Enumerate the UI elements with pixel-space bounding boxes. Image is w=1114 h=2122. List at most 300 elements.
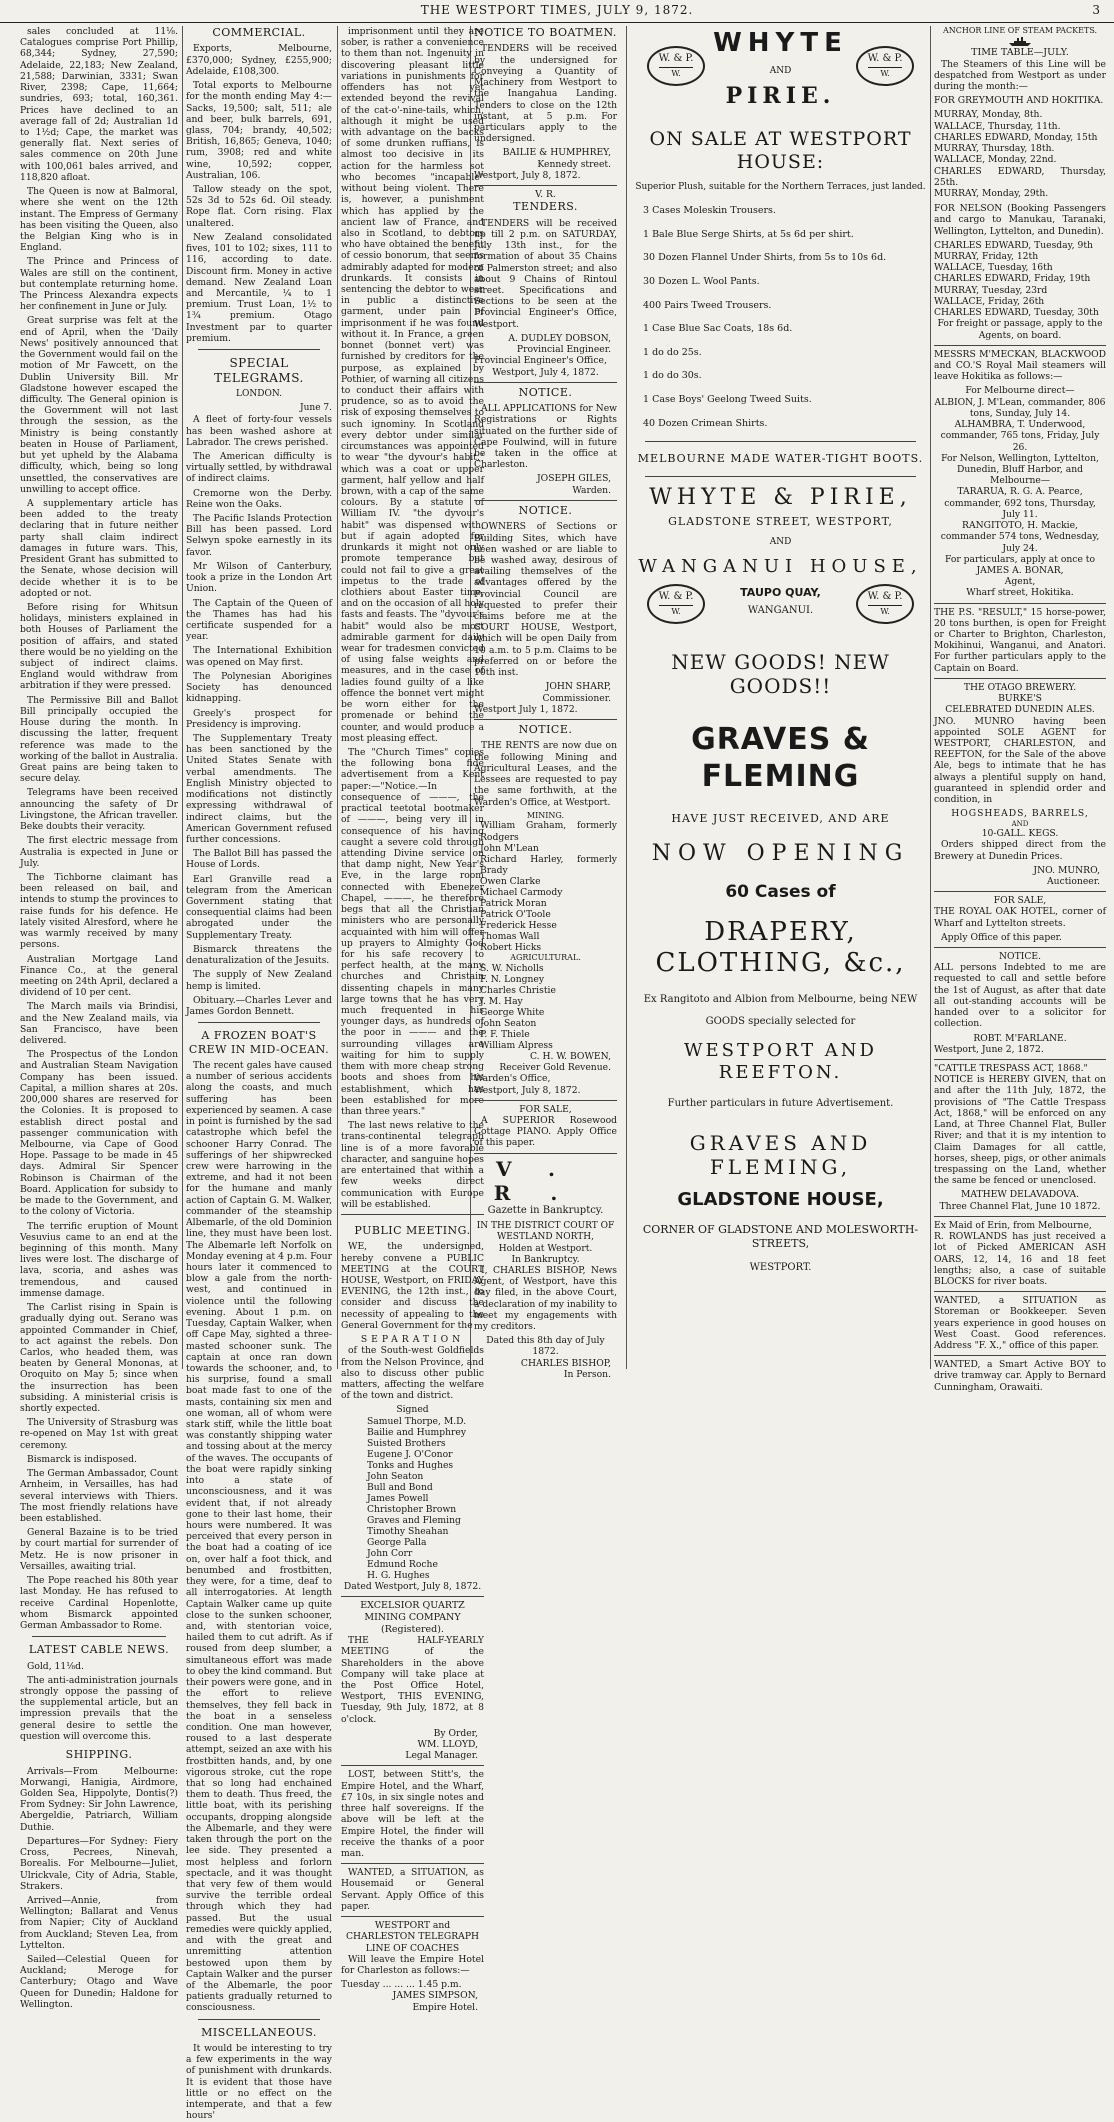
news-paragraph: The Permissive Bill and Ballot Bill principally occupied the House during the month. In discussing the latter, frequent reference was made to the working of the ballot in Australia. Great pains are being taken to secure delay. bbox=[20, 694, 178, 785]
notice3-sig: Receiver Gold Revenue. bbox=[499, 1062, 611, 1074]
divider bbox=[198, 1022, 320, 1023]
column-rule bbox=[182, 26, 183, 1369]
divider bbox=[645, 441, 916, 442]
court-sub2: In Bankruptcy. bbox=[511, 1253, 580, 1265]
cable-paragraphs bbox=[20, 1661, 178, 1743]
gazette-vr: V. R. bbox=[493, 1156, 598, 1205]
steamer-icon-svg bbox=[1008, 36, 1032, 46]
wp-badge-left bbox=[647, 46, 705, 86]
badge-letters: W. & P. bbox=[658, 590, 694, 602]
wanganui-block bbox=[633, 578, 928, 630]
signed-label: Signed bbox=[396, 1404, 429, 1416]
blackwood-line: ALHAMBRA, T. Underwood, commander, 765 tons, Friday, July 26. bbox=[940, 419, 1100, 453]
cattle-heading: "CATTLE TRESPASS ACT, 1868." bbox=[934, 1063, 1088, 1075]
commercial-paragraphs bbox=[186, 43, 332, 344]
mining-heading: EXCELSIOR QUARTZ MINING COMPANY (Registered). bbox=[360, 1600, 465, 1635]
meeting-date: Dated Westport, July 8, 1872. bbox=[343, 1581, 482, 1593]
nelson-schedule bbox=[934, 240, 1106, 319]
blackwood-ad bbox=[934, 345, 1106, 599]
freight-line: For freight or passage, apply to the Agents, on board. bbox=[937, 318, 1103, 341]
and-small: AND bbox=[1011, 819, 1029, 828]
continued-paragraph: The "Church Times" copies the following bona fide advertisement from a Kent paper:—"Notice.—In consequence of ———, the practical teetotal bootmaker of ———, being very ill in consequence of his having caught a severe cold through attending Divine service on that damp night, New Year's Eve, in the large room connected with Ebenezer Chapel, ———, he therefore begs that all the Christian ministers who are personally acquainted with him will offer up prayers to Almighty God for his safe recovery to perfect health, at the many churches and Christain dissenting chapels in many large towns that he has very much frequented in his younger days, as hundreds of the poor in ——— and the surrounding villages are waiting for him to supply them with more cheap strong boots and shoes from his establishment, which has been established for more than three years." bbox=[341, 747, 484, 1117]
notice-date: Westport, June 2, 1872. bbox=[934, 1043, 1044, 1055]
agri-lessee: F. N. Longney bbox=[480, 973, 545, 985]
badge-letters: W. & P. bbox=[867, 53, 903, 64]
news-paragraph: Australian Mortgage Land Finance Co., at the general meeting on 24th April, declared a dividend of 10 per cent. bbox=[20, 953, 178, 999]
boatmen-sig: Kennedy street. bbox=[537, 158, 611, 170]
london-paragraph: The American difficulty is virtually settled, by withdrawal of indirect claims. bbox=[186, 450, 332, 485]
blackwood-line: RANGITOTO, H. Mackie, commander 574 tons, Wednesday, July 24. bbox=[940, 520, 1100, 554]
news-paragraph: The German Ambassador, Count Arnheim, in Versailles, has had several interviews with Thiers. The most friendly relations have been established. bbox=[20, 1468, 178, 1524]
shipping-paragraph: Arrived—Annie, from Wellington; Ballarat and Venus from Napier; City of Auckland from Auckland; Steven Lea, from Lyttelton. bbox=[20, 1894, 178, 1951]
column-rule bbox=[930, 26, 931, 1369]
on-sale-heading: ON SALE AT WESTPORT HOUSE: bbox=[649, 128, 912, 174]
notice2-sig: Commissioner. bbox=[542, 692, 611, 704]
wanted-ad-1 bbox=[934, 1291, 1106, 1351]
mining-lessee: Richard Harley, formerly Brady bbox=[480, 853, 617, 876]
news-paragraph: The Carlist rising in Spain is gradually dying out. Serano was appointed Commander in Chief, to act against the rebels. Don Carlos, who headed them, was beaten by General Mononas, at Oroquito on May 5; since when the insurrection has been subsiding. A ministerial crisis is shortly expected. bbox=[20, 1302, 178, 1415]
agri-lessee: William Alpress bbox=[480, 1039, 553, 1051]
nelson-sailing: CHARLES EDWARD, Friday, 19th bbox=[934, 273, 1091, 285]
shipping-heading: SHIPPING. bbox=[65, 1748, 133, 1762]
kegs: 10-GALL. KEGS. bbox=[981, 828, 1059, 840]
oak-sale-ad bbox=[934, 891, 1106, 943]
blackwood-line: JAMES A. BONAR, bbox=[976, 564, 1064, 576]
divider bbox=[645, 476, 916, 477]
stock-item: 1 do do 25s. bbox=[643, 346, 702, 358]
badge-letters: W. & P. bbox=[658, 53, 694, 64]
sixty-cases: 60 Cases of bbox=[725, 881, 836, 902]
mining-lessee: Michael Carmody bbox=[480, 886, 563, 898]
further-particulars: Further particulars in future Advertisement. bbox=[667, 1098, 894, 1110]
meeting-text: WE, the undersigned, hereby convene a PUBLIC MEETING at the COURT HOUSE, Westport, on FRIDAY EVENING, the 12th inst., to consider and discuss the necessity of appealing to the General Government for the bbox=[341, 1241, 484, 1331]
divider bbox=[198, 2019, 320, 2020]
westport-reefton: WESTPORT AND REEFTON. bbox=[684, 1040, 877, 1084]
badge-sub: W. bbox=[868, 67, 902, 80]
stock-item: 1 do do 30s. bbox=[643, 370, 702, 382]
greymouth-sailing: CHARLES EDWARD, Thursday, 25th. bbox=[934, 165, 1106, 188]
column-5 bbox=[633, 26, 928, 1369]
notice2-sig: JOHN SHARP, bbox=[545, 681, 611, 693]
court-heading: IN THE DISTRICT COURT OF WESTLAND NORTH, bbox=[476, 1220, 615, 1242]
shipping-paragraph: Departures—For Sydney: Fiery Cross, Pecrees, Ninevah, Borealis. For Melbourne—Juliet, Ulrickvale, City of Adria, Stable, Strakers. bbox=[20, 1835, 178, 1892]
london-paragraph: The Ballot Bill has passed the House of Lords. bbox=[186, 848, 332, 871]
tenders-ad bbox=[474, 185, 617, 378]
rowlands-ad bbox=[934, 1216, 1106, 1287]
coach-text: Will leave the Empire Hotel for Charleston as follows:— bbox=[341, 1953, 484, 1976]
stock-item: 400 Pairs Tweed Trousers. bbox=[643, 299, 772, 311]
court-text: I, CHARLES BISHOP, News Agent, of Westport, have this day filed, in the above Court, a declaration of my inability to meet my engagements with my creditors. bbox=[474, 1264, 617, 1333]
graves-fleming-title: GRAVES & FLEMING bbox=[691, 722, 870, 795]
wanganui-house: WANGANUI HOUSE, bbox=[638, 555, 923, 577]
london-heading: LONDON. bbox=[236, 389, 282, 400]
notice-heading: NOTICE. bbox=[999, 951, 1041, 963]
stock-item: 1 Case Blue Sac Coats, 18s 6d. bbox=[643, 323, 793, 335]
cable-paragraph: The anti-administration journals strongly oppose the passing of the supplemental article, but an impression prevails that the general desire to settle the question will overcome this. bbox=[20, 1674, 178, 1742]
frozen-paragraph: The recent gales have caused a number of serious accidents along the coasts, and much suffering has been experienced by seamen. A case in point is furnished by the sad catastrophe which befel the schooner Harry Conrad. The sufferings of her shipwrecked crew were harrowing in the extreme, and had it not been for the humane and manly action of Captain G. M. Walker, commander of the steamship Albemarle, of the old Dominion line, they must have been lost. The Albemarle left Norfolk on Monday evening at 4 p.m. Four hours later it commenced to blow a gale from the north-west, and continued in violence until the following evening. About 1 p.m. on Tuesday, Captain Walker, when off Cape May, sighted a three-masted schooner sunk. The captain at once ran down towards the schooner, and, to his surprise, found a small boat made fast to one of the masts, containing six men and one woman, all of whom were stark stiff, while the little boat was constantly shipping water and tossing about at the mercy of the waves. The occupants of the boat were rapidly sinking into a state of unconsciousness, and it was evident that, if not already gone to their last home, their hours were numbered. It was perceived that every person in the boat had a coating of ice on, over half a foot thick, and benumbed and frostbitten, they were, for a time, deaf to all interrogatories. At length Captain Walker came up quite close to the sunken schooner, and, with stentorian voice, hailed them to cut adrift. As if roused from deep slumber, a simultaneous effort was made to obey the kind command. But their powers were gone, and in the effort to relieve themselves, they fell back in the boat in a senseless condition. One man however, roused to a last desperate attempt, seized an axe with his frostbitten hands, and, by one vigorous stroke, cut the rope that so long had enchained them to death. Thus freed, the little boat, with its perishing occupants, dropping alongside the Albemarle, and they were taken through the port on the lee side. They presented a most helpless and forlorn spectacle, and it was thought that very few of them would survive the terrible ordeal through which they had passed. But the usual remedies were quickly applied, and with the great and unremitting attention bestowed upon them by Captain Walker and the purser of the Albemarle, the poor patients gradually returned to consciousness. bbox=[186, 1060, 332, 2014]
notice2-text: OWNERS of Sections or Building Sites, which have been washed or are liable to be washed away, desirous of availing themselves of the advantages offered by the Provincial Council are requested to prefer their claims before me at the COURT HOUSE, Westport, which will be open Daily from 10 a.m. to 5 p.m. Claims to be preferred on or before the 10th inst. bbox=[474, 521, 617, 679]
badge-sub: W. bbox=[868, 605, 902, 618]
greymouth-sailing: MURRAY, Monday, 8th. bbox=[934, 109, 1043, 121]
london-paragraph: The Captain of the Queen of the Thames has had his certificate suspended for a year. bbox=[186, 597, 332, 643]
gladstone-house: GLADSTONE HOUSE, bbox=[677, 1189, 884, 1211]
mcfarlane-notice bbox=[934, 947, 1106, 1055]
graves-fleming-name: GRAVES AND FLEMING, bbox=[689, 1130, 872, 1179]
london-date: June 7. bbox=[300, 403, 332, 414]
nelson-sailing: CHARLES EDWARD, Tuesday, 9th bbox=[934, 239, 1093, 251]
signatory: George Palla bbox=[367, 1537, 427, 1548]
separation-word: SEPARATION bbox=[360, 1334, 465, 1346]
signatory: Suisted Brothers bbox=[367, 1437, 446, 1449]
signatory: Graves and Fleming bbox=[367, 1514, 461, 1526]
blackwood-line: For particulars, apply at once to bbox=[944, 553, 1096, 565]
wp-badge-right bbox=[856, 46, 914, 86]
commercial-paragraph: New Zealand consolidated fives, 101 to 102; sixes, 111 to 116, according to date. Discount firm. Money in active demand. New Zealand Loan and Mercantile, ¼ to 1 premium. Trust Loan, 1½ to 1¾ premium. Otago Investment par to quarter premium. bbox=[186, 231, 332, 344]
signatory: Eugene J. O'Conor bbox=[367, 1448, 453, 1460]
result-ad bbox=[934, 603, 1106, 674]
wp-badge-left-2 bbox=[647, 584, 705, 624]
masthead bbox=[0, 0, 1114, 23]
cable-heading: LATEST CABLE NEWS. bbox=[28, 1643, 170, 1657]
news-paragraph: The terrific eruption of Mount Vesuvius came to an end at the beginning of this month. Many lives were lost. The discharge of lava, scoria, and ashes was tremendous, and caused immense damage. bbox=[20, 1220, 178, 1299]
london-paragraph: The Pacific Islands Protection Bill has been passed. Lord Selwyn spoke earnestly in its favor. bbox=[186, 513, 332, 558]
misc-paragraphs bbox=[186, 2043, 332, 2122]
steamer-icon bbox=[934, 36, 1106, 47]
london-paragraph: A fleet of forty-four vessels has been washed ashore at Labrador. The crews perished. bbox=[186, 414, 332, 448]
boatmen-sig: BAILIE & HUMPHREY, bbox=[502, 147, 611, 159]
stock-item: 40 Dozen Crimean Shirts. bbox=[643, 417, 768, 429]
rowlands-text: R. ROWLANDS has just received a lot of Picked AMERICAN ASH OARS, 12, 14, 16 and 18 feet lengths; also, a case of suitable BLOCKS for river boats. bbox=[934, 1231, 1106, 1287]
news-paragraph: Before rising for Whitsun holidays, ministers explained in both Houses of Parliament the position of affairs, and stated there would be no yielding on the subject of indirect claims. England would withdraw from arbitration if they were pressed. bbox=[20, 601, 178, 692]
result-text: THE P.S. "RESULT," 15 horse-power, 20 tons burthen, is open for Freight or Charter to Brighton, Charleston, Mokihinui, Wanganui, and Anatori. For further particulars apply to the Captain on Board. bbox=[934, 606, 1106, 674]
greymouth-sailing: MURRAY, Monday, 29th. bbox=[934, 187, 1049, 199]
notice3-office: Warden's Office, bbox=[474, 1073, 551, 1085]
column-1 bbox=[20, 26, 178, 2010]
signatories-list bbox=[341, 1416, 484, 1581]
mining-lessee: Patrick Moran bbox=[480, 897, 547, 909]
court-sub: Holden at Westport. bbox=[498, 1242, 593, 1254]
pirie-title: PIRIE. bbox=[725, 82, 836, 109]
blackwood-line: Agent, bbox=[1004, 576, 1036, 588]
blackwood-line: ALBION, J. M'Lean, commander, 806 tons, Sunday, July 14. bbox=[934, 396, 1106, 419]
tenders-sig: Provincial Engineer. bbox=[516, 344, 611, 356]
signatory: Edmund Roche bbox=[367, 1559, 438, 1571]
greymouth-sailing: MURRAY, Thursday, 18th. bbox=[934, 143, 1055, 155]
continued-paragraph: imprisonment until they are sober, is rather a convenience to them than not. Ingenuity in discovering pleasant little variations in punishments for offenders has not yet extended beyond the revival of the cat-o'-nine-tails, which, although it might be used with advantage on the backs of some drunken ruffians, is almost too decisive in its action for the harmless sot who becomes "incapable" without being violent. There is, however, a punishment which has applied by the ancient law of France, and also in Scotland, to debtors who have obtained the benefit of cessio bonorum, that seems admirably adapted for modern drunkards. It consists in sentencing the debtor to wear in public a distinctive garment, under pain of imprisonment if he was found without it. In France, a green bonnet (bonnet vert) was furnished by creditors for the purpose, as explained by Pothier, of warning all citizens to conduct their affairs with prudence, so as to avoid the risk of exposing themselves to such ignominy. In Scotland every debtor under similar circumstances was appointed to wear "the dyvour's habit," which was a coat or upper garment, half yellow and half brown, with a cap of the same colours. By a statute of William IV. "the dyvour's habit" was dispensed with, but if again adopted for drunkards it might not only promote temperance but could not fail to give a great impetus to the trade of clothiers about Easter time, and on the occasion of all holy fasts and feasts. The "dyvour's habit" would also be most admirable garment for daily wear for tradesmen convicted of using false weights and measures, and in the case of ladies found guilty of a like offence the bonnet vert might be worn either for the promenade or behind the counter, and would produce a most pleasing effect. bbox=[341, 26, 484, 744]
mining-lessee: John M'Lean bbox=[480, 842, 539, 854]
court-date: Dated this 8th day of July 1872. bbox=[486, 1335, 605, 1358]
news-paragraph: Bismarck is indisposed. bbox=[27, 1453, 137, 1465]
news-paragraph: The March mails via Brindisi, and the New Zealand mails, via San Francisco, have been delivered. bbox=[20, 1001, 178, 1047]
agri-label: AGRICULTURAL. bbox=[510, 952, 581, 962]
agri-lessees bbox=[474, 963, 617, 1051]
shipping-paragraph: Sailed—Celestial Queen for Auckland; Meroge for Canterbury; Otago and Wave Queen for Dunedin; Haldone for Wellington. bbox=[20, 1954, 178, 2010]
signatory: Samuel Thorpe, M.D. bbox=[367, 1415, 467, 1427]
wanted-ad-2 bbox=[934, 1355, 1106, 1393]
munro-text: JNO. MUNRO having been appointed SOLE AGENT for WESTPORT, CHARLESTON, and REEFTON, for the Sale of the above Ale, begs to intimate that he has always a plentiful supply on hand, guaranteed in splendid order and condition, in bbox=[934, 715, 1106, 806]
stock-item: 1 Case Boys' Geelong Tweed Suits. bbox=[643, 393, 812, 405]
brewery-ad bbox=[934, 678, 1106, 887]
brewery-heading: THE OTAGO BREWERY. bbox=[963, 681, 1077, 693]
tenders-sig: A. DUDLEY DOBSON, bbox=[508, 332, 611, 344]
news-paragraph: The University of Strasburg was re-opened on May 1st with great ceremony. bbox=[20, 1417, 178, 1451]
column-rule bbox=[337, 26, 338, 1369]
coach-ad bbox=[341, 1916, 484, 2013]
stock-item: 1 Bale Blue Serge Shirts, at 5s 6d per shirt. bbox=[643, 228, 854, 240]
and-label-2: AND bbox=[769, 536, 792, 547]
badge-letters: W. & P. bbox=[867, 590, 903, 602]
blackwood-lines bbox=[934, 385, 1106, 598]
coach-sig: Empire Hotel. bbox=[412, 2001, 478, 2013]
continued-paragraph: The last news relative to the trans-continental telegraph line is of a more favorable character, and sanguine hopes are entertained that within a few weeks direct communication with Europe will be established. bbox=[341, 1120, 484, 1210]
whyte-title: WHYTE bbox=[713, 28, 848, 58]
stock-item: 3 Cases Moleskin Trousers. bbox=[643, 205, 776, 217]
have-received: HAVE JUST RECEIVED, AND ARE bbox=[671, 811, 890, 825]
new-goods-heading: NEW GOODS! NEW GOODS!! bbox=[671, 649, 890, 699]
boots-heading: MELBOURNE MADE WATER-TIGHT BOOTS. bbox=[637, 452, 924, 466]
bankruptcy-gazette bbox=[474, 1153, 617, 1381]
news-paragraph: The first electric message from Australia is expected in June or July. bbox=[20, 835, 178, 869]
blackwood-line: Wharf street, Hokitika. bbox=[966, 587, 1074, 599]
divider bbox=[32, 1636, 166, 1637]
frozen-paragraphs bbox=[186, 1060, 332, 2014]
tenders-date: Westport, July 4, 1872. bbox=[492, 366, 599, 378]
london-paragraphs bbox=[186, 414, 332, 1017]
london-paragraph: Earl Granville read a telegram from the American Government stating that consequential claims had been abrogated under the Supplementary Treaty. bbox=[186, 873, 332, 941]
notice-sig: ROBT. M'FARLANE. bbox=[973, 1032, 1067, 1044]
goods-selected: GOODS specially selected for bbox=[705, 1016, 856, 1028]
celebrated-ales: CELEBRATED DUNEDIN ALES. bbox=[945, 704, 1095, 716]
nelson-heading: FOR NELSON (Booking Passengers and cargo to Manukau, Taranaki, Wellington, Lyttelton, and Dunedin). bbox=[934, 203, 1106, 237]
agri-lessee: P. F. Thiele bbox=[480, 1028, 530, 1040]
nelson-sailing: WALLACE, Friday, 26th bbox=[934, 295, 1045, 307]
mining-sig: By Order, bbox=[433, 1727, 478, 1739]
greymouth-schedule bbox=[934, 109, 1106, 199]
special-telegrams-heading: SPECIAL TELEGRAMS. bbox=[214, 356, 304, 385]
stock-list bbox=[633, 205, 928, 429]
agri-lessee: J. M. Hay bbox=[480, 995, 523, 1007]
westport-line: WESTPORT. bbox=[749, 1262, 812, 1274]
column-4 bbox=[474, 26, 617, 1380]
coach-heading: WESTPORT and CHARLESTON TELEGRAPH LINE OF COACHES bbox=[345, 1920, 480, 1954]
public-meeting-ad bbox=[341, 1214, 484, 1592]
mining-company-ad bbox=[341, 1596, 484, 1761]
plush-line: Superior Plush, suitable for the Northern Terraces, just landed. bbox=[635, 182, 926, 193]
blackwood-line: For Nelson, Wellington, Lyttelton, Dunedin, Bluff Harbor, and Melbourne— bbox=[941, 452, 1099, 487]
cable-paragraph: Gold, 11⅛d. bbox=[27, 1660, 84, 1672]
news-paragraph: The Prospectus of the London and Australian Steam Navigation Company has been issued. Capital, a million shares at 20s. 200,000 shares are reserved for the Colonies. It is proposed to establish direct postal and passenger communication with Melbourne, via Cape of Good Hope. Passage to be made in 45 days. Admiral Sir Spencer Robinson is Chairman of the Board. Application for subsidy to be made to the Government, and to the colony of Victoria. bbox=[20, 1049, 178, 1218]
mining-lessee: Owen Clarke bbox=[480, 875, 541, 887]
london-paragraph: The International Exhibition was opened on May first. bbox=[186, 645, 332, 668]
shipping-paragraph: Arrivals—From Melbourne: Morwangi, Hanigia, Airdmore, Golden Sea, Hippolyte, Dontis(?) From Sydney: Sir John Lawrence, Abergeldie, Patriarch, William Duthie. bbox=[20, 1765, 178, 1833]
gladstone-street: GLADSTONE STREET, WESTPORT, bbox=[668, 515, 893, 529]
news-paragraph: Great surprise was felt at the end of April, when the 'Daily News' positively announced that the Government would fail on the motion of Mr Fawcett, on the Dublin University Bill. Mr Gladstone however escaped the difficulty. The General opinion is the Government will not last through the session, as the Ministry is being constantly beaten in House of Parliament, but yet upheld by the Alabama difficulty, which, being so long unsettled, the conservatives are unwilling to accept office. bbox=[20, 315, 178, 495]
erin-line: Ex Maid of Erin, from Melbourne, bbox=[934, 1219, 1092, 1231]
mining-label: MINING. bbox=[526, 810, 565, 820]
wanted-text: WANTED, a SITUATION, as Housemaid or General Servant. Apply Office of this paper. bbox=[341, 1867, 484, 1912]
boatmen-date: Westport, July 8, 1872. bbox=[474, 169, 581, 181]
court-sig: In Person. bbox=[563, 1368, 611, 1380]
column-rule bbox=[626, 26, 627, 1369]
wanganui-town: WANGANUI. bbox=[747, 605, 814, 617]
notice3-sig: C. H. W. BOWEN, bbox=[529, 1050, 611, 1062]
mining-lessee: Robert Hicks bbox=[480, 941, 542, 953]
mining-lessee: Patrick O'Toole bbox=[480, 908, 551, 920]
notice3-date: Westport, July 8, 1872. bbox=[474, 1084, 581, 1096]
london-paragraph: Cremorne won the Derby. Reine won the Oaks. bbox=[186, 487, 332, 510]
signatory: Bailie and Humphrey bbox=[367, 1426, 467, 1438]
commercial-heading: COMMERCIAL. bbox=[212, 26, 306, 39]
divider bbox=[198, 349, 320, 350]
agri-lessee: S. W. Nicholls bbox=[480, 962, 544, 974]
cattle-sig: MATHEW DELAVADOVA. bbox=[960, 1189, 1080, 1201]
oak-apply: Apply Office of this paper. bbox=[941, 931, 1062, 943]
news-paragraph: Telegrams have been received announcing the safety of Dr Livingstone, the African traveller. Beke doubts their veracity. bbox=[20, 787, 178, 833]
munro-sig: Auctioneer. bbox=[1047, 875, 1100, 887]
wanted2-text: WANTED, a Smart Active BOY to drive tramway car. Apply to Bernard Cunningham, Orawaiti. bbox=[934, 1359, 1106, 1393]
oak-sale-heading: FOR SALE, bbox=[993, 895, 1047, 907]
notice3-heading: NOTICE. bbox=[518, 723, 573, 736]
notice2-date: Westport July 1, 1872. bbox=[474, 703, 578, 715]
news-paragraph: The Prince and Princess of Wales are still on the continent, but contemplate returning home. The Princess Alexandra expects her confinement in June or July. bbox=[20, 256, 178, 313]
london-paragraph: Greely's prospect for Presidency is improving. bbox=[186, 707, 332, 730]
london-paragraph: Bismarck threatens the denaturalization of the Jesuits. bbox=[186, 943, 332, 967]
mining-lessee: Frederick Hesse bbox=[480, 919, 557, 931]
and-label: AND bbox=[769, 65, 792, 76]
shipping-paragraphs bbox=[20, 1766, 178, 2011]
cattle-date: Three Channel Flat, June 10 1872. bbox=[939, 1200, 1101, 1212]
stock-item: 30 Dozen Flannel Under Shirts, from 5s to 10s 6d. bbox=[643, 252, 887, 264]
sale-text: A SUPERIOR Rosewood Cottage PIANO. Apply Office of this paper. bbox=[474, 1114, 617, 1149]
badge-sub: W. bbox=[659, 605, 693, 618]
signatory: James Powell bbox=[367, 1492, 429, 1504]
boatmen-heading: NOTICE TO BOATMEN. bbox=[474, 26, 617, 39]
commercial-paragraph: Tallow steady on the spot, 52s 3d to 52s 6d. Oil steady. Rope flat. Corn rising. Flax unaltered. bbox=[186, 184, 332, 229]
commercial-paragraph: Exports, Melbourne, £370,000; Sydney, £255,900; Adelaide, £108,300. bbox=[186, 43, 332, 77]
notice-3 bbox=[474, 719, 617, 1096]
column-6 bbox=[934, 26, 1106, 1393]
misc-paragraph: It would be interesting to try a few experiments in the way of punishment with drunkards. It is evident that those have little or no effect on the intemperate, and that a few hours' bbox=[186, 2043, 332, 2122]
notice1-heading: NOTICE. bbox=[518, 385, 573, 399]
news-paragraphs bbox=[20, 26, 178, 1631]
meeting-heading: PUBLIC MEETING. bbox=[354, 1223, 471, 1237]
gazette-heading: Gazette in Bankruptcy. bbox=[487, 1205, 604, 1217]
notice-1 bbox=[474, 382, 617, 496]
column-2 bbox=[186, 26, 332, 2122]
tenders-office: Provincial Engineer's Office, bbox=[474, 355, 607, 367]
signatory: Bull and Bond bbox=[367, 1481, 433, 1493]
mining-sig: Legal Manager. bbox=[405, 1750, 478, 1762]
signatory: Christopher Brown bbox=[367, 1503, 457, 1515]
frozen-heading: A FROZEN BOAT'S CREW IN MID-OCEAN. bbox=[188, 1029, 330, 1056]
court-sig: CHARLES BISHOP, bbox=[520, 1357, 611, 1369]
cattle-text: NOTICE is HEREBY GIVEN, that on and after the 11th July, 1872, the provisions of "The Cattle Trespass Act, 1868," will be enforced on any Land, at Three Channel Flat, Buller River; and that it is my intention to Claim Damages for all cattle, horses, sheep, pigs, or other animals trespassing on the Land, whether the same be fenced or unenclosed. bbox=[934, 1074, 1106, 1187]
notice2-heading: NOTICE. bbox=[518, 503, 573, 517]
signatory: John Corr bbox=[367, 1548, 413, 1560]
mining-lessees bbox=[474, 820, 617, 952]
notice-2 bbox=[474, 500, 617, 715]
tenders-heading: TENDERS. bbox=[513, 200, 578, 214]
agri-lessee: George White bbox=[480, 1006, 545, 1018]
anchor-heading: ANCHOR LINE OF STEAM PACKETS. bbox=[942, 26, 1098, 35]
london-paragraph: The supply of New Zealand hemp is limited. bbox=[186, 969, 332, 992]
nelson-sailing: CHARLES EDWARD, Tuesday, 30th bbox=[934, 307, 1099, 319]
greymouth-sailing: CHARLES EDWARD, Monday, 15th bbox=[934, 131, 1098, 143]
orders-text: Orders shipped direct from the Brewery at Dunedin Prices. bbox=[934, 839, 1106, 862]
london-paragraph: Mr Wilson of Canterbury, took a prize in the London Art Union. bbox=[186, 560, 332, 595]
wanted1-text: WANTED, a SITUATION as Storeman or Bookkeeper. Seven years experience in good houses on West Coast. Good references. Address "F. X.," office of this paper. bbox=[934, 1295, 1106, 1352]
oak-text: THE ROYAL OAK HOTEL, corner of Wharf and Lyttelton streets. bbox=[934, 906, 1106, 929]
notice3-text: THE RENTS are now due on the following Mining and Agricultural Leases, and the Lessees are requested to pay the same forthwith, at the Warden's Office, at Westport. bbox=[474, 740, 617, 808]
drapery-heading: DRAPERY, CLOTHING, &c., bbox=[655, 916, 906, 979]
misc-heading: MISCELLANEOUS. bbox=[201, 2025, 317, 2039]
greymouth-sailing: WALLACE, Monday, 22nd. bbox=[934, 154, 1057, 166]
ex-ships-line: Ex Rangitoto and Albion from Melbourne, being NEW bbox=[643, 994, 918, 1006]
munro-sig: JNO. MUNRO, bbox=[1033, 864, 1100, 876]
wanted-ad bbox=[341, 1863, 484, 1912]
notice1-text: ALL APPLICATIONS for New Registrations or Rights situated on the further side of Cape Foulwind, will in future be taken in the office at Charleston. bbox=[474, 403, 617, 471]
news-paragraph: General Bazaine is to be tried by court martial for surrender of Metz. He is now prisoner in Versailles, awaiting trial. bbox=[20, 1527, 178, 1572]
news-paragraph: The Tichborne claimant has been released on bail, and intends to stump the provinces to raise funds for his defence. He lately visited Alresford, where he was warmly received by many persons. bbox=[20, 871, 178, 951]
tenders-text: TENDERS will be received up till 2 p.m. on SATURDAY, July 13th inst., for the formation of about 35 Chains of Palmerston street; and also about 9 Chains of Rintoul street. Specifications and Sections to be seen at the Provincial Engineer's Office, Westport. bbox=[474, 217, 617, 330]
continued-paragraphs bbox=[341, 26, 484, 1210]
stock-item: 30 Dozen L. Wool Pants. bbox=[643, 276, 760, 288]
lost-ad bbox=[341, 1765, 484, 1859]
news-paragraph: A supplementary article has been added to the treaty declaring that in future neither party shall claim indirect damages in future wars. This, President Grant has submitted to the Senate, whose decision will decide whether it is to be adopted or not. bbox=[20, 497, 178, 599]
london-paragraph: Obituary.—Charles Lever and James Gordon Bennett. bbox=[186, 994, 332, 1017]
timetable-heading: TIME TABLE—JULY. bbox=[971, 46, 1069, 58]
boatmen-text: TENDERS will be received by the undersigned for Conveying a Quantity of Machinery from Westport to the Inangahua Landing. Tenders to close on the 12th instant, at 5 p.m. For particulars apply to the undersigned. bbox=[474, 43, 617, 145]
tenders-vr: V. R. bbox=[535, 189, 556, 201]
taupo-quay: TAUPO QUAY, bbox=[740, 585, 821, 599]
page-number: 3 bbox=[1092, 3, 1100, 17]
lost-text: LOST, between Stitt's, the Empire Hotel, and the Wharf, £7 10s, in six single notes and three half sovereigns. If the above will be left at the Empire Hotel, the finder will receive the thanks of a poor man. bbox=[341, 1769, 484, 1860]
notice1-sig: JOSEPH GILES, bbox=[537, 473, 611, 485]
blackwood-text: MESSRS M'MECKAN, BLACKWOOD and CO.'S Royal Mail steamers will leave Hokitika as follows:— bbox=[934, 348, 1106, 383]
london-paragraph: The Supplementary Treaty has been sanctioned by the United States Senate with verbal amendments. The English Ministry objected to modifications not distinctly expressing withdrawal of indirect claims, but the American Government refused further concessions. bbox=[186, 732, 332, 845]
now-opening: NOW OPENING bbox=[651, 841, 910, 867]
mining-lessee: William Graham, formerly Rodgers bbox=[480, 820, 617, 843]
mining-sig: WM. LLOYD, bbox=[417, 1739, 478, 1751]
whyte-pirie-name: WHYTE & PIRIE, bbox=[649, 484, 912, 510]
signatory: Timothy Sheahan bbox=[367, 1525, 449, 1537]
nelson-sailing: MURRAY, Tuesday, 23rd bbox=[934, 284, 1048, 296]
wp-badge-right-2 bbox=[856, 584, 914, 624]
nelson-sailing: MURRAY, Friday, 12th bbox=[934, 251, 1039, 263]
notice1-sig: Warden. bbox=[572, 484, 611, 496]
corner-line: CORNER OF GLADSTONE AND MOLESWORTH-STREETS, bbox=[642, 1223, 919, 1250]
mining-text: THE HALF-YEARLY MEETING of the Shareholders in the above Company will take place at the Post Office Hotel, Westport, THIS EVENING, Tuesday, 9th July, 1872, at 8 o'clock. bbox=[341, 1635, 484, 1725]
masthead-title: THE WESTPORT TIMES, JULY 9, 1872. bbox=[420, 3, 694, 17]
coach-sig: JAMES SIMPSON, bbox=[392, 1990, 478, 2002]
signatory: John Seaton bbox=[367, 1470, 424, 1482]
greymouth-heading: FOR GREYMOUTH AND HOKITIKA. bbox=[934, 95, 1104, 107]
blackwood-line: TARARUA, R. G. A. Pearce, commander, 692 tons, Thursday, July 11. bbox=[944, 486, 1096, 520]
news-paragraph: The Queen is now at Balmoral, where she went on the 12th instant. The Empress of Germany has been visiting the Queen, also the Belgian King who is in England. bbox=[20, 186, 178, 254]
blackwood-line: For Melbourne direct— bbox=[965, 385, 1075, 397]
agri-lessee: John Seaton bbox=[480, 1017, 537, 1029]
piano-sale-ad bbox=[474, 1100, 617, 1149]
agri-lessee: Charles Christie bbox=[480, 984, 556, 996]
commercial-paragraph: Total exports to Melbourne for the month ending May 4:—Sacks, 19,500; salt, 511; ale and beer, bulk barrels, 691, glass, 704; brandy, 40,502; British, 16,865; Geneva, 1040; rum, 3908; red and white wine, 10,592; copper, Australian, 106. bbox=[186, 80, 332, 181]
signatory: H. G. Hughes bbox=[367, 1570, 430, 1582]
burkes: BURKE'S bbox=[998, 693, 1042, 705]
notice-text: ALL persons Indebted to me are requested to call and settle before the 1st of August, as after that date all out-standing accounts will be handed over to a solicitor for collection. bbox=[934, 962, 1106, 1030]
news-paragraph: The Pope reached his 80th year last Monday. He has refused to receive Cardinal Hopenlotte, whom Bismarck appointed German Ambassador to Rome. bbox=[20, 1575, 178, 1631]
london-paragraph: The Polynesian Aborigines Society has denounced kidnapping. bbox=[186, 670, 332, 705]
greymouth-sailing: WALLACE, Thursday, 11th. bbox=[934, 120, 1061, 132]
news-paragraph: sales concluded at 11⅛. Catalogues comprise Port Phillip, 68,344; Sydney, 27,590; Adelaide, 22,183; New Zealand, 21,588; Darwinian, 3331; Swan River, 2398; Cape, 11,664; sundries, 693; total, 160,361. Prices have declined to an average fall of 2d; Australian 1d to 1½d; Cape, the market was generally flat. Next series of sales commence on 20th June with 100,061 bales arrived, and 118,820 afloat. bbox=[20, 26, 178, 183]
